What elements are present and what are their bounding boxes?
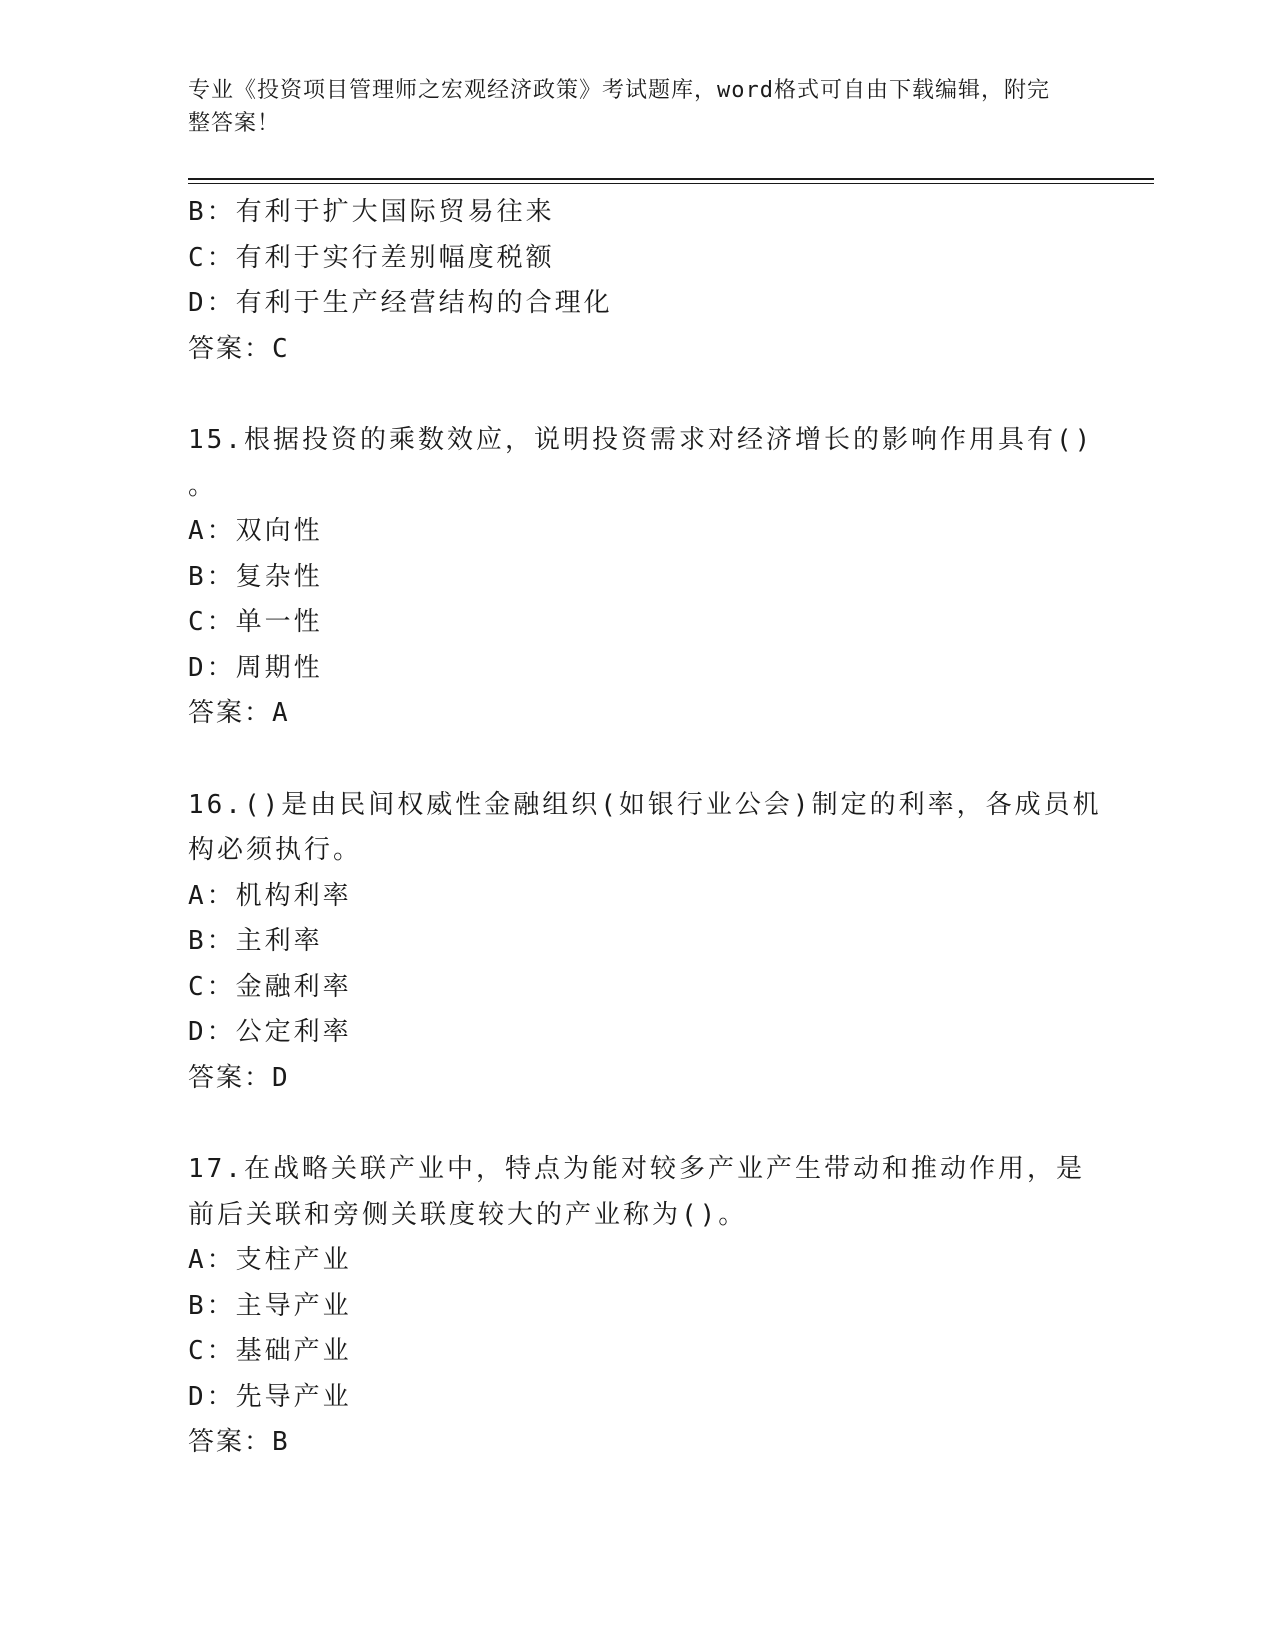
document-header: 专业《投资项目管理师之宏观经济政策》考试题库，word格式可自由下载编辑，附完整答案！ bbox=[188, 78, 1050, 136]
question-14-fragment bbox=[188, 190, 1088, 372]
option-b: B：主导产业 bbox=[188, 1290, 352, 1321]
spacer bbox=[188, 372, 1088, 418]
spacer bbox=[188, 737, 1088, 783]
option-d: D：公定利率 bbox=[188, 1017, 352, 1047]
answer: 答案：C bbox=[188, 333, 290, 364]
option-d: D：周期性 bbox=[188, 652, 323, 683]
option-b: B：主利率 bbox=[188, 926, 323, 956]
option-d: D：先导产业 bbox=[188, 1381, 352, 1412]
question-stem-line: 前后关联和旁侧关联度较大的产业称为()。 bbox=[188, 1199, 748, 1230]
question-stem-line: 17.在战略关联产业中，特点为能对较多产业产生带动和推动作用，是 bbox=[188, 1154, 1085, 1184]
question-17 bbox=[188, 1147, 1088, 1466]
question-stem-line: 16.()是由民间权威性金融组织(如银行业公会)制定的利率，各成员机 bbox=[188, 789, 1102, 820]
option-a: A：双向性 bbox=[188, 516, 323, 546]
question-15 bbox=[188, 418, 1094, 737]
header-rule-thick bbox=[188, 178, 1154, 180]
option-d: D：有利于生产经营结构的合理化 bbox=[188, 288, 613, 318]
question-stem-line: 构必须执行。 bbox=[188, 835, 363, 865]
answer: 答案：A bbox=[188, 698, 290, 728]
question-stem-line: 。 bbox=[188, 470, 218, 501]
option-c: C：单一性 bbox=[188, 607, 323, 637]
option-c: C：金融利率 bbox=[188, 971, 352, 1002]
question-stem-line: 15.根据投资的乘数效应，说明投资需求对经济增长的影响作用具有() bbox=[188, 425, 1094, 455]
option-b: B：复杂性 bbox=[188, 561, 323, 592]
question-16 bbox=[188, 783, 1102, 1102]
answer: 答案：B bbox=[188, 1427, 290, 1457]
option-c: C：基础产业 bbox=[188, 1336, 352, 1366]
question-content bbox=[188, 190, 1102, 1466]
header-rule-thin bbox=[188, 183, 1154, 184]
option-c: C：有利于实行差别幅度税额 bbox=[188, 242, 555, 273]
spacer bbox=[188, 1101, 1088, 1147]
answer: 答案：D bbox=[188, 1062, 290, 1093]
option-b: B：有利于扩大国际贸易往来 bbox=[188, 197, 555, 227]
option-a: A：支柱产业 bbox=[188, 1245, 352, 1275]
option-a: A：机构利率 bbox=[188, 880, 352, 911]
